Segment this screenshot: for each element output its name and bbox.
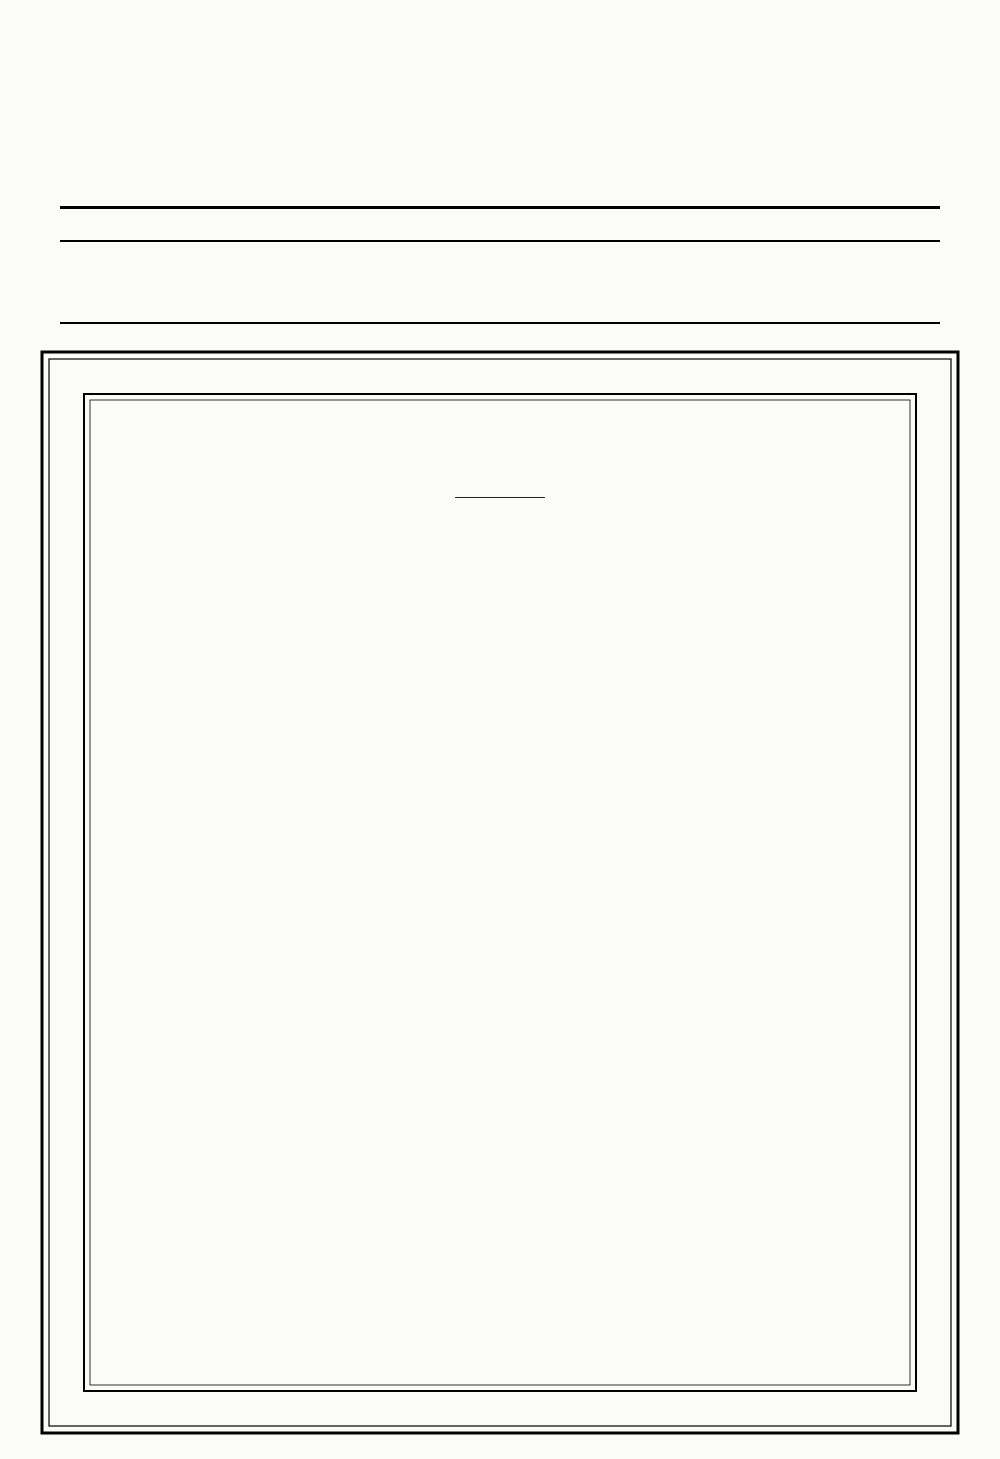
border-inner-line — [90, 400, 910, 1385]
masthead-rule — [60, 206, 940, 209]
border-inner-line — [84, 394, 916, 1391]
dateline-rule — [60, 240, 940, 242]
subscription-rule — [60, 322, 940, 324]
border-outer-line — [49, 359, 951, 1426]
border-outer-line — [42, 352, 958, 1433]
ornamental-border — [40, 350, 960, 1435]
title-divider — [455, 497, 545, 498]
